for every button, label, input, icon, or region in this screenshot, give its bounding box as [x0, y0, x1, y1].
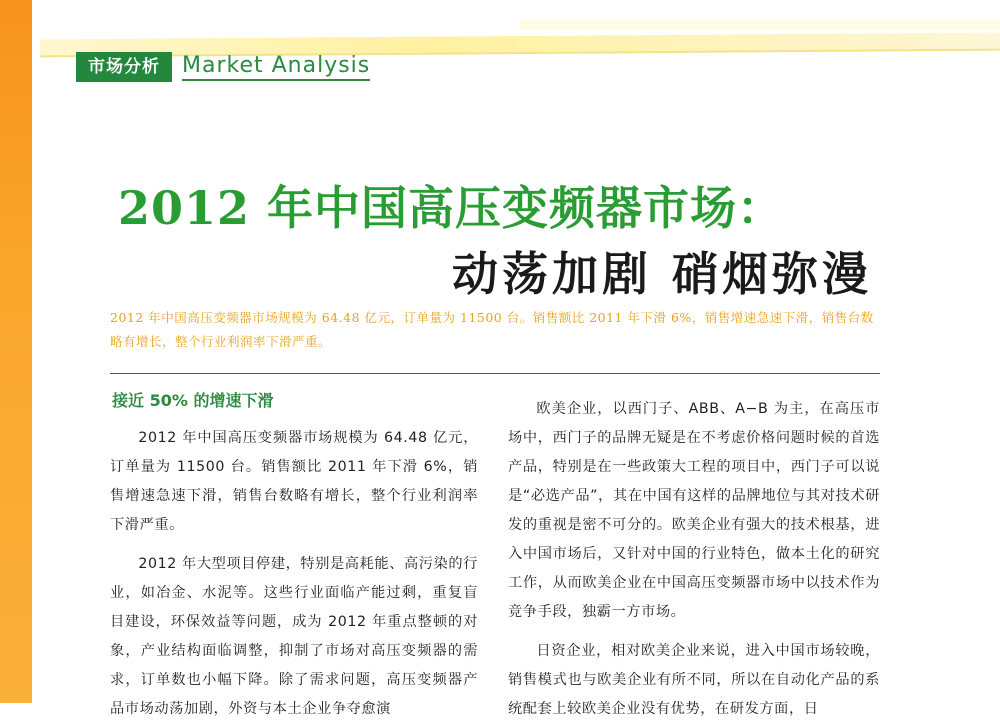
- paragraph: 欧美企业，以西门子、ABB、A−B 为主，在高压市场中，西门子的品牌无疑是在不考虑价格问题时候的首选产品，特别是在一些政策大工程的项目中，西门子可以说是“必选产品”，其在中国有这样的品牌地位与其对技术研发的重视是密不可分的。欧美企业有强大的技术根基，进入中国市场后，又针对中国的行业特色，做本土化的研究工作，从而欧美企业在中国高压变频器市场中以技术作为竞争手段，独霸一方市场。: [508, 401, 880, 620]
- section-tag-en: Market Analysis: [182, 54, 370, 81]
- paragraph: 2012 年大型项目停建，特别是高耗能、高污染的行业，如冶金、水泥等。这些行业面临产能过剩，重复盲目建设，环保效益等问题，成为 2012 年重点整顿的对象，产业结构面临调整，抑制了市场对高压变频器的需求，订单数也小幅下降。除了需求问题，高压变频器产品市场动荡加剧，外资与本土企业争夺愈演: [110, 556, 478, 717]
- paragraph: 2012 年中国高压变频器市场规模为 64.48 亿元，订单量为 11500 台。销售额比 2011 年下滑 6%，销售增速急速下滑，销售台数略有增长，整个行业利润率下滑严重。: [110, 430, 478, 533]
- section-tag: [76, 52, 370, 82]
- section-tag-cn: 市场分析: [76, 52, 172, 82]
- section-heading: 接近 50% 的增速下滑: [112, 391, 274, 410]
- article-abstract: 2012 年中国高压变频器市场规模为 64.48 亿元，订单量为 11500 台。销售额比 2011 年下滑 6%，销售增速急速下滑，销售台数略有增长，整个行业利润率下滑严重。: [110, 310, 874, 349]
- right-column: [508, 395, 880, 724]
- left-color-bar: [0, 0, 32, 703]
- paragraph: 日资企业，相对欧美企业来说，进入中国市场较晚，销售模式也与欧美企业有所不同，所以在自动化产品的系统配套上较欧美企业没有优势，在研发方面，日: [508, 643, 880, 717]
- left-column: [110, 424, 478, 724]
- decorative-stripe-top: [520, 20, 1000, 30]
- abstract-divider: [110, 373, 880, 374]
- article-title-line2: 动荡加剧 硝烟弥漫: [451, 247, 872, 301]
- article-title-line1: 2012 年中国高压变频器市场：: [118, 181, 785, 235]
